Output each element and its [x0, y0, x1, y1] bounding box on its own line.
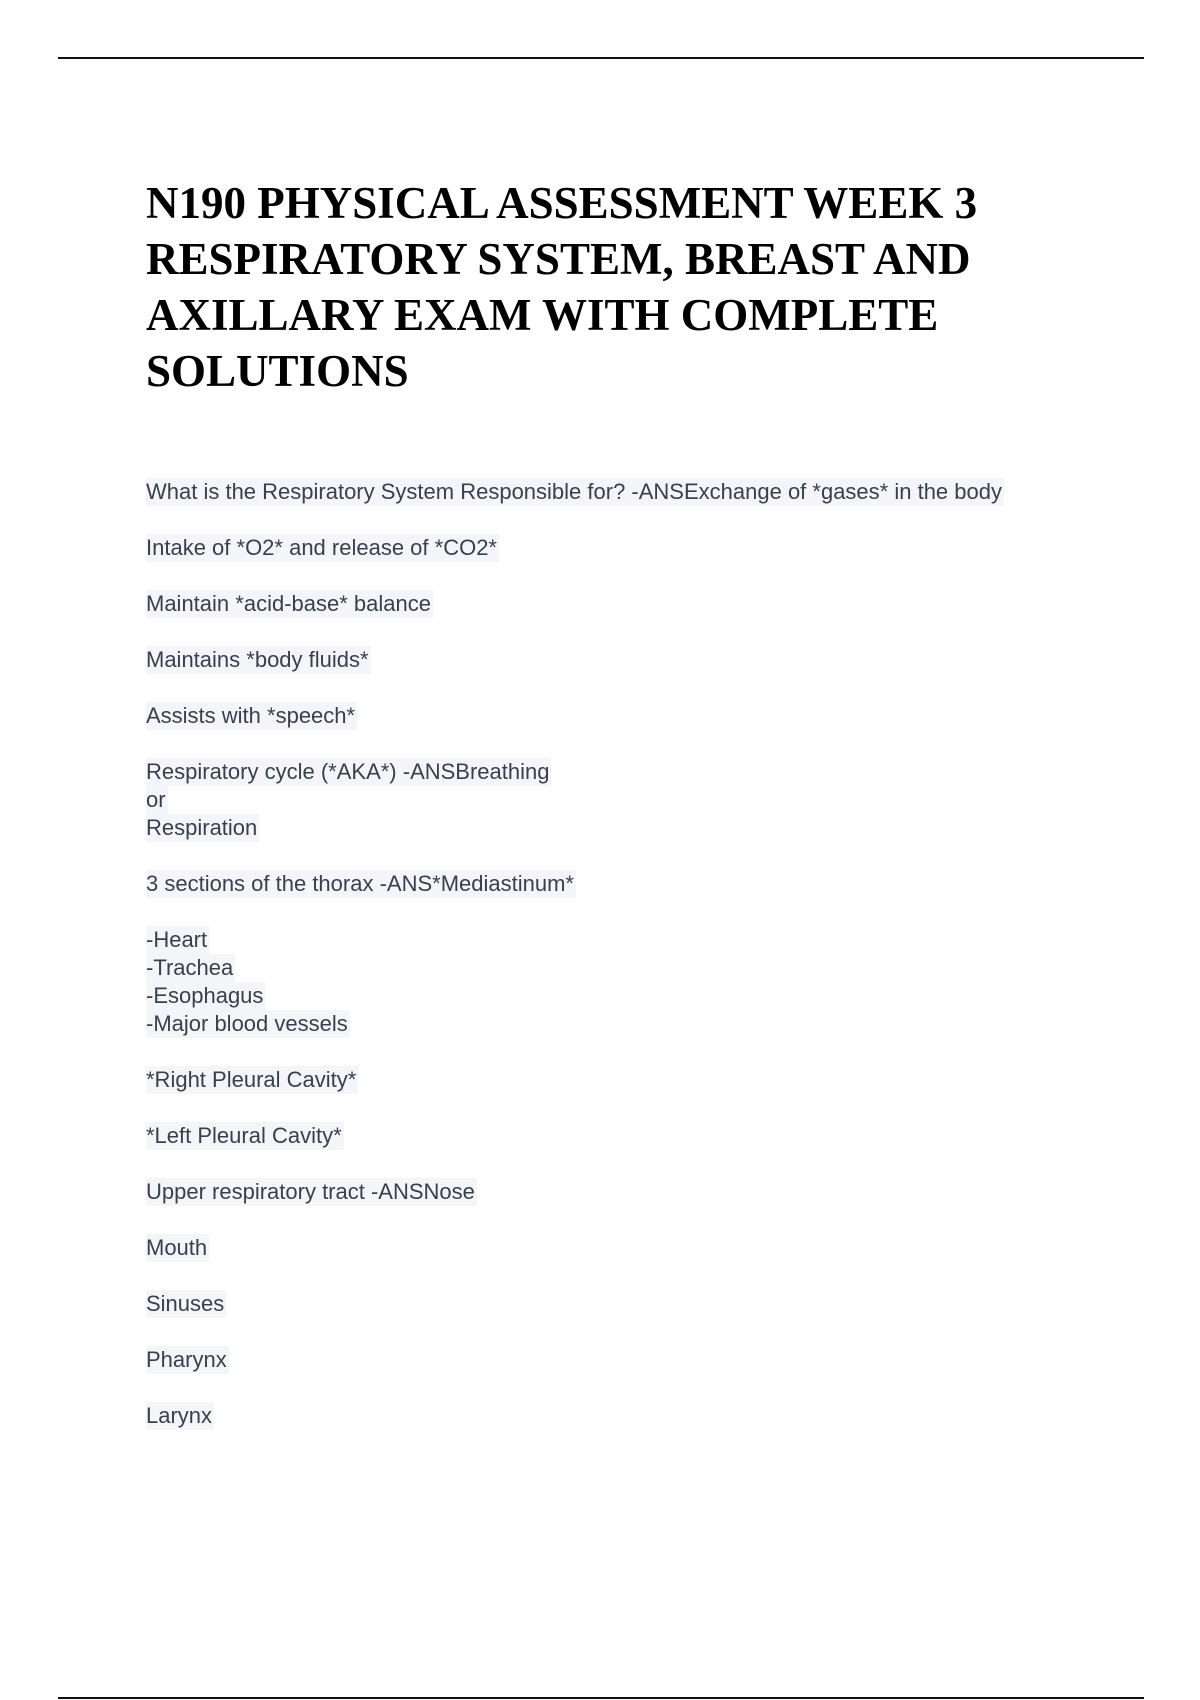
- qa-entry-line: Sinuses: [146, 1291, 225, 1316]
- qa-entry-line: -Major blood vessels: [146, 1011, 348, 1036]
- qa-entry-line: Pharynx: [146, 1347, 227, 1372]
- qa-entry: [146, 1402, 1126, 1430]
- qa-entry: [146, 1066, 1126, 1094]
- qa-entry-line: Respiratory cycle (*AKA*) -ANSBreathing: [146, 759, 550, 784]
- qa-entry-line: 3 sections of the thorax -ANS*Mediastinum*: [146, 871, 574, 896]
- qa-entry-line: *Left Pleural Cavity*: [146, 1123, 342, 1148]
- qa-entry-line: Maintains *body fluids*: [146, 647, 369, 672]
- qa-entry: [146, 1178, 1126, 1206]
- qa-entry: [146, 702, 1126, 730]
- document-title: N190 PHYSICAL ASSESSMENT WEEK 3 RESPIRATORY SYSTEM, BREAST AND AXILLARY EXAM WITH COMPLETE SOLUTIONS: [146, 178, 978, 396]
- qa-entry: [146, 870, 1126, 898]
- qa-entry-line: -Heart: [146, 927, 208, 952]
- qa-entry: [146, 1346, 1126, 1374]
- top-divider: [58, 57, 1144, 59]
- qa-entry-line: What is the Respiratory System Responsible for? -ANSExchange of *gases* in the body: [146, 479, 1002, 504]
- qa-entry: [146, 1290, 1126, 1318]
- qa-entry: [146, 1234, 1126, 1262]
- qa-entry-line: *Right Pleural Cavity*: [146, 1067, 357, 1092]
- qa-entry-line: Assists with *speech*: [146, 703, 356, 728]
- qa-entry-line: -Trachea: [146, 955, 234, 980]
- qa-entry-line: -Esophagus: [146, 983, 264, 1008]
- bottom-divider: [58, 1697, 1144, 1699]
- qa-entry: [146, 646, 1126, 674]
- qa-entry: [146, 478, 1126, 506]
- qa-entry-line: Larynx: [146, 1403, 213, 1428]
- qa-entry: [146, 926, 1126, 1038]
- qa-entry-line: Upper respiratory tract -ANSNose: [146, 1179, 475, 1204]
- qa-entry: [146, 534, 1126, 562]
- qa-entry-line: Maintain *acid-base* balance: [146, 591, 431, 616]
- qa-entry: [146, 758, 1126, 842]
- qa-entry-line: Respiration: [146, 815, 258, 840]
- qa-entry-line: Intake of *O2* and release of *CO2*: [146, 535, 497, 560]
- qa-entry-line: or: [146, 787, 166, 812]
- qa-entry-line: Mouth: [146, 1235, 208, 1260]
- qa-list: [146, 478, 1126, 1458]
- qa-entry: [146, 1122, 1126, 1150]
- qa-entry: [146, 590, 1126, 618]
